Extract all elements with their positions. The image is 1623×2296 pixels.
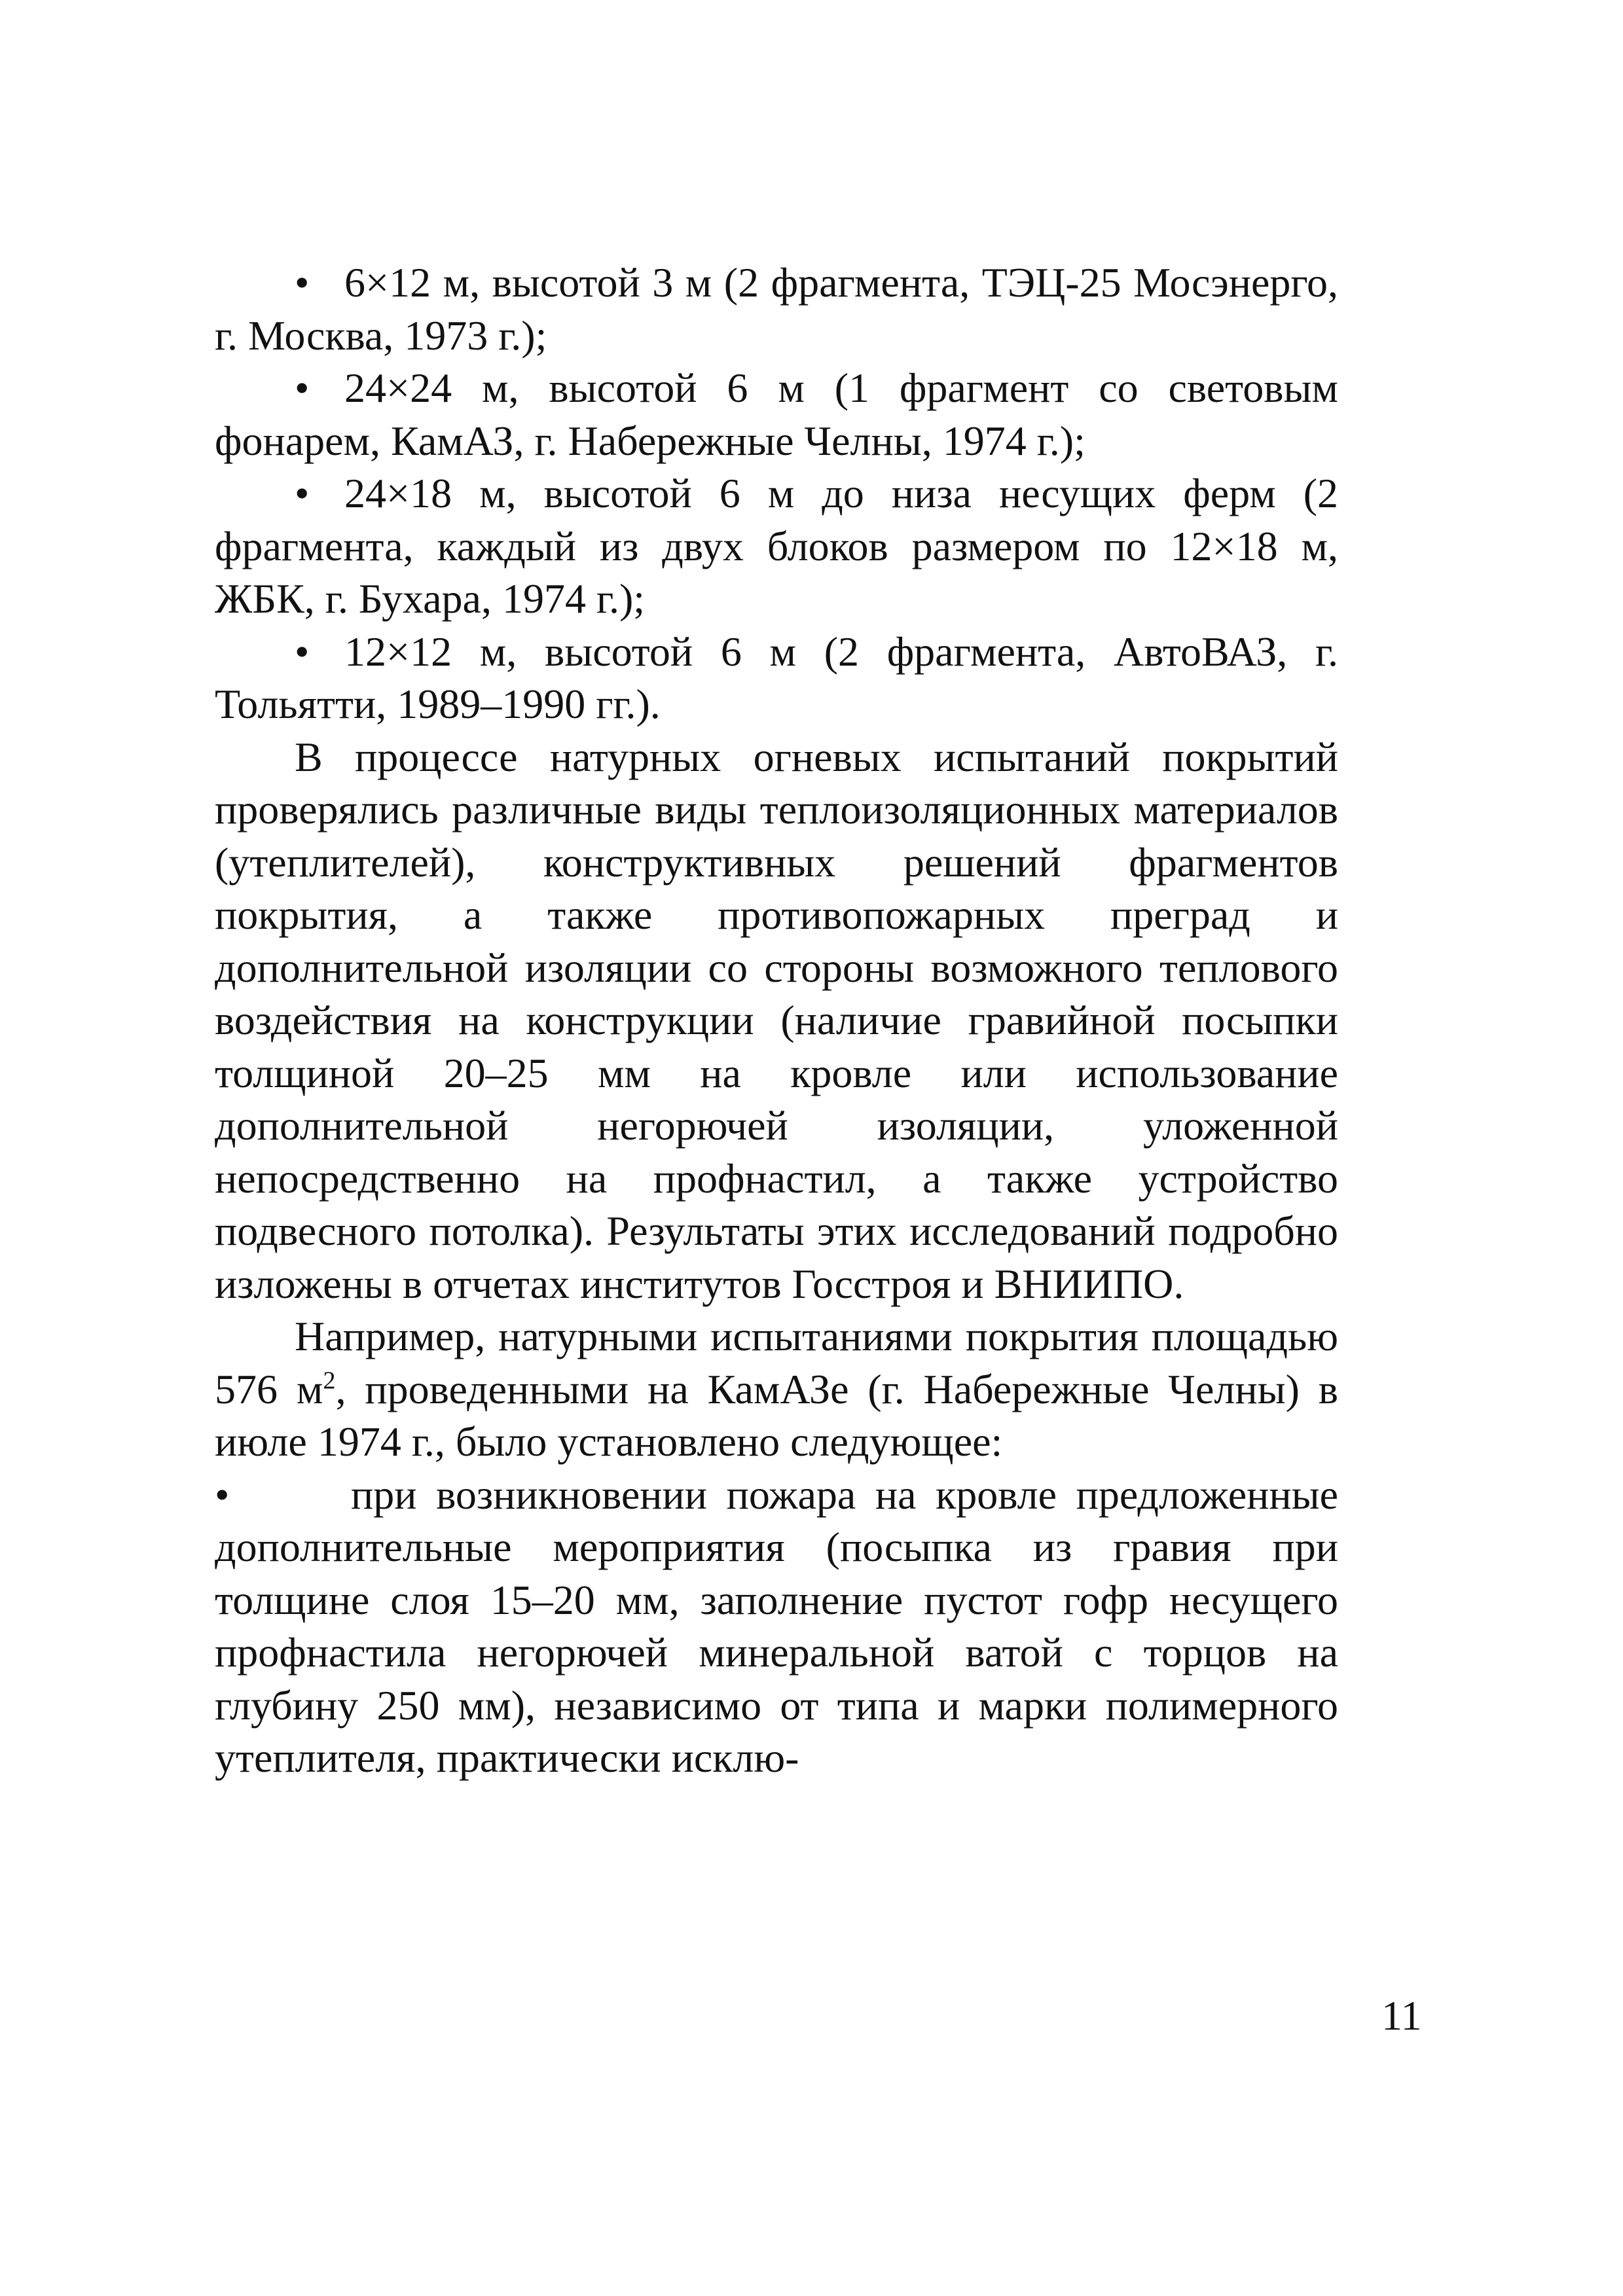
- body-paragraph: В процессе натурных огневых испытаний покрытий проверялись различные виды теплоизоляционных материалов (утеплителей), конструктивных решений фрагментов покрытия, а также противопожарных преград и дополнительной изоляции со стороны возможного теплового воздействия на конструкции (наличие гравийной посыпки толщиной 20–25 мм на кровле или использование дополнительной негорючей изоляции, уложенной непосредственно на профнастил, а также устройство подвесного потолка). Результаты этих исследований подробно изложены в отчетах институтов Госстроя и ВНИИПО.: [215, 733, 1338, 1307]
- list-item: [215, 362, 1338, 467]
- superscript: 2: [323, 1367, 336, 1395]
- bullet-icon: •: [295, 259, 310, 306]
- bullet-icon: •: [215, 1471, 230, 1518]
- bullet-icon: •: [295, 628, 310, 675]
- list-item: [215, 1469, 1338, 1785]
- list-item-text: 12×12 м, высотой 6 м (2 фрагмента, АвтоВАЗ, г. Тольятти, 1989–1990 гг.).: [215, 628, 1338, 727]
- body-paragraph: [215, 1310, 1338, 1469]
- list-item: [215, 257, 1338, 362]
- list-item: [215, 626, 1338, 731]
- list-item-text: 24×18 м, высотой 6 м до низа несущих ферм (2 фрагмента, каждый из двух блоков размером по 12×18 м, ЖБК, г. Бухара, 1974 г.);: [215, 470, 1338, 622]
- list-item-text: 6×12 м, высотой 3 м (2 фрагмента, ТЭЦ-25 Мосэнерго, г. Москва, 1973 г.);: [215, 259, 1338, 359]
- page-body: [215, 257, 1338, 1785]
- list-item-text: 24×24 м, высотой 6 м (1 фрагмент со световым фонарем, КамАЗ, г. Набережные Челны, 1974 г.);: [215, 365, 1338, 464]
- paragraph-text: Например, натурными испытаниями покрытия площадью 576 м: [215, 1313, 1338, 1412]
- page-number: 11: [1381, 1992, 1422, 2039]
- paragraph-text: , проведенными на КамАЗе (г. Набережные Челны) в июле 1974 г., было установлено следующее:: [215, 1365, 1339, 1465]
- bullet-icon: •: [295, 365, 310, 411]
- bullet-icon: •: [295, 470, 310, 516]
- list-item-text: при возникновении пожара на кровле предложенные дополнительные мероприятия (посыпка из гравия при толщине слоя 15–20 мм, заполнение пустот гофр несущего профнастила негорючей минеральной ватой с торцов на глубину 250 мм), независимо от типа и марки полимерного утеплителя, практически исклю-: [215, 1471, 1338, 1781]
- list-item: [215, 467, 1338, 626]
